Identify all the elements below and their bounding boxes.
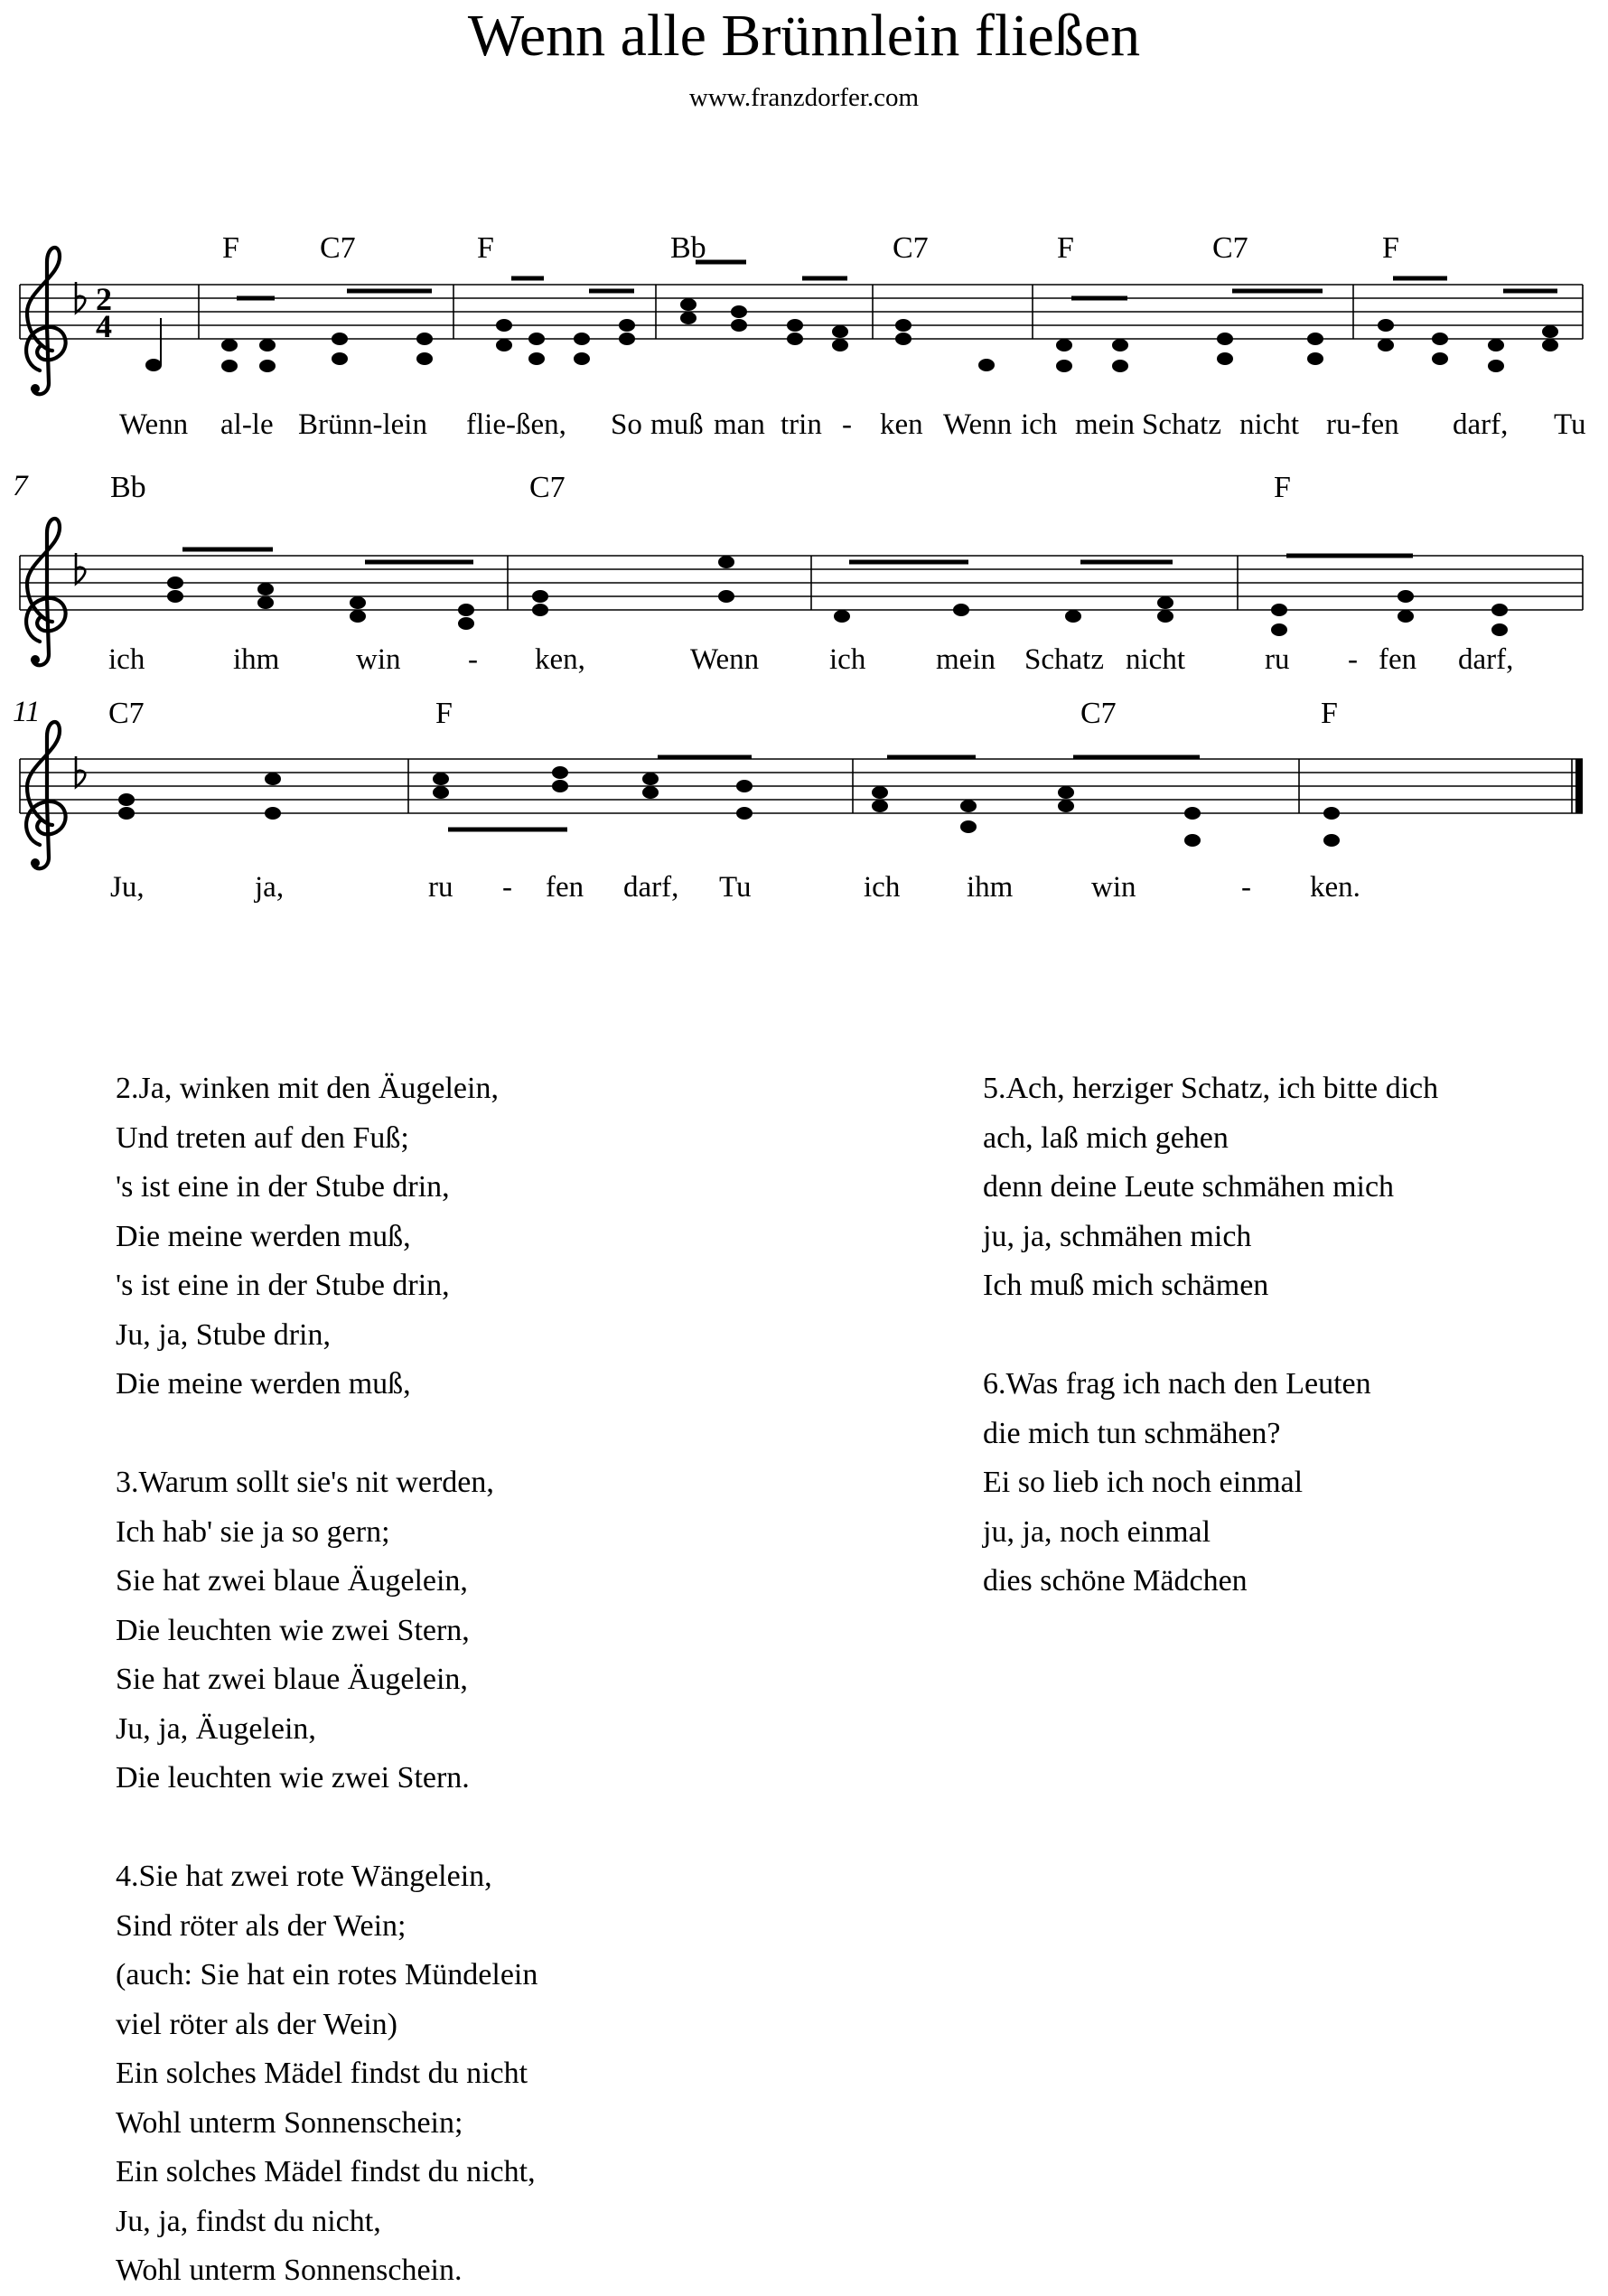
lyric-syllable: Wenn xyxy=(943,408,1013,441)
lyric-syllable: - xyxy=(468,643,478,676)
measure-number: 7 xyxy=(13,470,28,502)
stanza-gap xyxy=(983,1311,1438,1361)
staff-system-3 xyxy=(20,722,1583,868)
verse-line: Sind röter als der Wein; xyxy=(116,1908,407,1943)
stanza-gap xyxy=(116,1410,538,1459)
chord-symbol: C7 xyxy=(529,471,566,504)
verse-line: Ju, ja, Äugelein, xyxy=(116,1711,316,1746)
verse-line: ju, ja, noch einmal xyxy=(983,1514,1211,1549)
lyric-syllable: ihm xyxy=(233,643,280,676)
lyric-syllable: trin xyxy=(781,408,822,441)
treble-clef-icon xyxy=(26,519,66,665)
verse-line: Sie hat zwei blaue Äugelein, xyxy=(116,1564,468,1598)
verse-line: Ich muß mich schämen xyxy=(983,1269,1269,1302)
chord-symbol: F xyxy=(477,231,494,265)
verse-line: 6.Was frag ich nach den Leuten xyxy=(983,1367,1371,1401)
verse-line: 's ist eine in der Stube drin, xyxy=(116,1269,450,1302)
lyric-syllable: Ju, xyxy=(110,871,145,904)
lyric-syllable: ich xyxy=(864,871,901,904)
verse-line: Ju, ja, Stube drin, xyxy=(116,1317,331,1352)
verse-line: (auch: Sie hat ein rotes Mündelein xyxy=(116,1958,538,1991)
stanza-gap xyxy=(116,1804,538,1853)
verse-line: Sie hat zwei blaue Äugelein, xyxy=(116,1663,468,1696)
lyric-syllable: ich xyxy=(829,643,866,676)
verse-line: ju, ja, schmähen mich xyxy=(983,1219,1252,1253)
verse-line: Wohl unterm Sonnenschein; xyxy=(116,2105,463,2140)
lyric-syllable: Tu xyxy=(1554,408,1586,441)
lyric-syllable: mein xyxy=(1075,408,1135,441)
lyric-syllable: man xyxy=(714,408,765,441)
verse-line: ach, laß mich gehen xyxy=(983,1120,1229,1155)
lyric-syllable: nicht xyxy=(1126,643,1185,676)
lyric-syllable: ru xyxy=(1265,643,1290,676)
chord-symbol: F xyxy=(1382,231,1399,265)
time-signature-top: 2 xyxy=(96,281,112,317)
chord-symbol: C7 xyxy=(320,231,356,265)
lyric-syllable: ihm xyxy=(967,871,1014,904)
chord-symbol: F xyxy=(1321,697,1338,730)
chord-symbol: F xyxy=(222,231,239,265)
treble-clef-icon xyxy=(26,248,66,394)
verse-line: Ei so lieb ich noch einmal xyxy=(983,1466,1304,1499)
chord-symbol: F xyxy=(435,697,453,730)
chord-symbol: Bb xyxy=(670,231,706,265)
lyric-syllable: ja, xyxy=(255,871,285,904)
lyric-syllable: - xyxy=(502,871,512,904)
lyric-syllable: - xyxy=(842,408,852,441)
verse-line: Die leuchten wie zwei Stern. xyxy=(116,1761,470,1795)
verse-line: 4.Sie hat zwei rote Wängelein, xyxy=(116,1860,492,1893)
verse-line: 3.Warum sollt sie's nit werden, xyxy=(116,1466,494,1499)
chord-symbol: C7 xyxy=(1080,697,1117,730)
chord-symbol: C7 xyxy=(1212,231,1248,265)
verse-line: denn deine Leute schmähen mich xyxy=(983,1170,1395,1204)
lyric-syllable: Tu xyxy=(719,871,752,904)
notes-system-3 xyxy=(119,767,1339,846)
verse-line: Wohl unterm Sonnenschein. xyxy=(116,2254,463,2287)
song-title: Wenn alle Brünnlein fließen xyxy=(467,3,1141,69)
chord-symbol: C7 xyxy=(108,697,145,730)
staff-system-1 xyxy=(20,248,1583,394)
lyric-syllable: ru-fen xyxy=(1326,408,1399,441)
chord-symbol: C7 xyxy=(893,231,929,265)
verse-line: die mich tun schmähen? xyxy=(983,1416,1281,1450)
lyric-syllable: ich xyxy=(1021,408,1058,441)
lyric-syllable: al-le xyxy=(220,408,274,441)
lyric-syllable: darf, xyxy=(623,871,679,904)
verse-line: Ju, ja, findst du nicht, xyxy=(116,2204,381,2238)
verse-line: Ein solches Mädel findst du nicht, xyxy=(116,2155,536,2188)
lyric-syllable: fen xyxy=(546,871,584,904)
verse-line: viel röter als der Wein) xyxy=(116,2007,397,2041)
verses-right-column xyxy=(983,1064,1438,1607)
lyric-syllable: ich xyxy=(108,643,145,676)
lyric-syllable: fen xyxy=(1379,643,1417,676)
lyric-syllable: mein xyxy=(936,643,996,676)
lyric-syllable: nicht xyxy=(1239,408,1299,441)
verse-line: 5.Ach, herziger Schatz, ich bitte dich xyxy=(983,1072,1439,1105)
verse-line: dies schöne Mädchen xyxy=(983,1564,1248,1598)
lyric-syllable: - xyxy=(1348,643,1358,676)
beams-system-1 xyxy=(237,262,1557,298)
chord-symbol: Bb xyxy=(110,471,146,504)
verse-line: 2.Ja, winken mit den Äugelein, xyxy=(116,1072,499,1105)
verse-line: Ich hab' sie ja so gern; xyxy=(116,1514,390,1549)
flat-icon xyxy=(76,756,85,787)
lyric-syllable: ken xyxy=(880,408,923,441)
lyric-syllable: So xyxy=(611,408,642,441)
lyric-syllable: muß xyxy=(650,408,704,441)
chord-symbol: F xyxy=(1057,231,1074,265)
lyric-syllable: Wenn xyxy=(690,643,760,676)
lyric-syllable: darf, xyxy=(1453,408,1509,441)
measure-number: 11 xyxy=(13,696,41,728)
lyrics xyxy=(108,408,1586,904)
lyric-syllable: Schatz xyxy=(1024,643,1104,676)
lyric-syllable: Wenn xyxy=(119,408,189,441)
website-url: www.franzdorfer.com xyxy=(688,83,920,112)
chord-symbol: F xyxy=(1274,471,1291,504)
lyric-syllable: Schatz xyxy=(1142,408,1221,441)
verse-line: Und treten auf den Fuß; xyxy=(116,1120,409,1155)
lyric-syllable: win xyxy=(1091,871,1136,904)
lyric-syllable: Brünn-lein xyxy=(298,408,427,441)
sheet-music xyxy=(0,0,1608,958)
verse-line: Die meine werden muß, xyxy=(116,1367,411,1401)
flat-icon xyxy=(76,553,85,584)
notes-system-1 xyxy=(146,299,1557,371)
lyric-syllable: ken. xyxy=(1310,871,1360,904)
verse-line: Ein solches Mädel findst du nicht xyxy=(116,2057,528,2090)
verse-line: 's ist eine in der Stube drin, xyxy=(116,1170,450,1204)
lyric-syllable: darf, xyxy=(1458,643,1514,676)
treble-clef-icon xyxy=(26,722,66,868)
verse-line: Die leuchten wie zwei Stern, xyxy=(116,1613,470,1647)
time-signature-bottom: 4 xyxy=(96,308,112,344)
verse-line: Die meine werden muß, xyxy=(116,1219,411,1253)
lyric-syllable: - xyxy=(1241,871,1251,904)
verses-left-column xyxy=(116,1064,538,2296)
lyric-syllable: ru xyxy=(428,871,453,904)
lyric-syllable: ken, xyxy=(535,643,585,676)
lyric-syllable: flie-ßen, xyxy=(466,408,566,441)
lyric-syllable: win xyxy=(356,643,401,676)
flat-icon xyxy=(76,282,85,313)
